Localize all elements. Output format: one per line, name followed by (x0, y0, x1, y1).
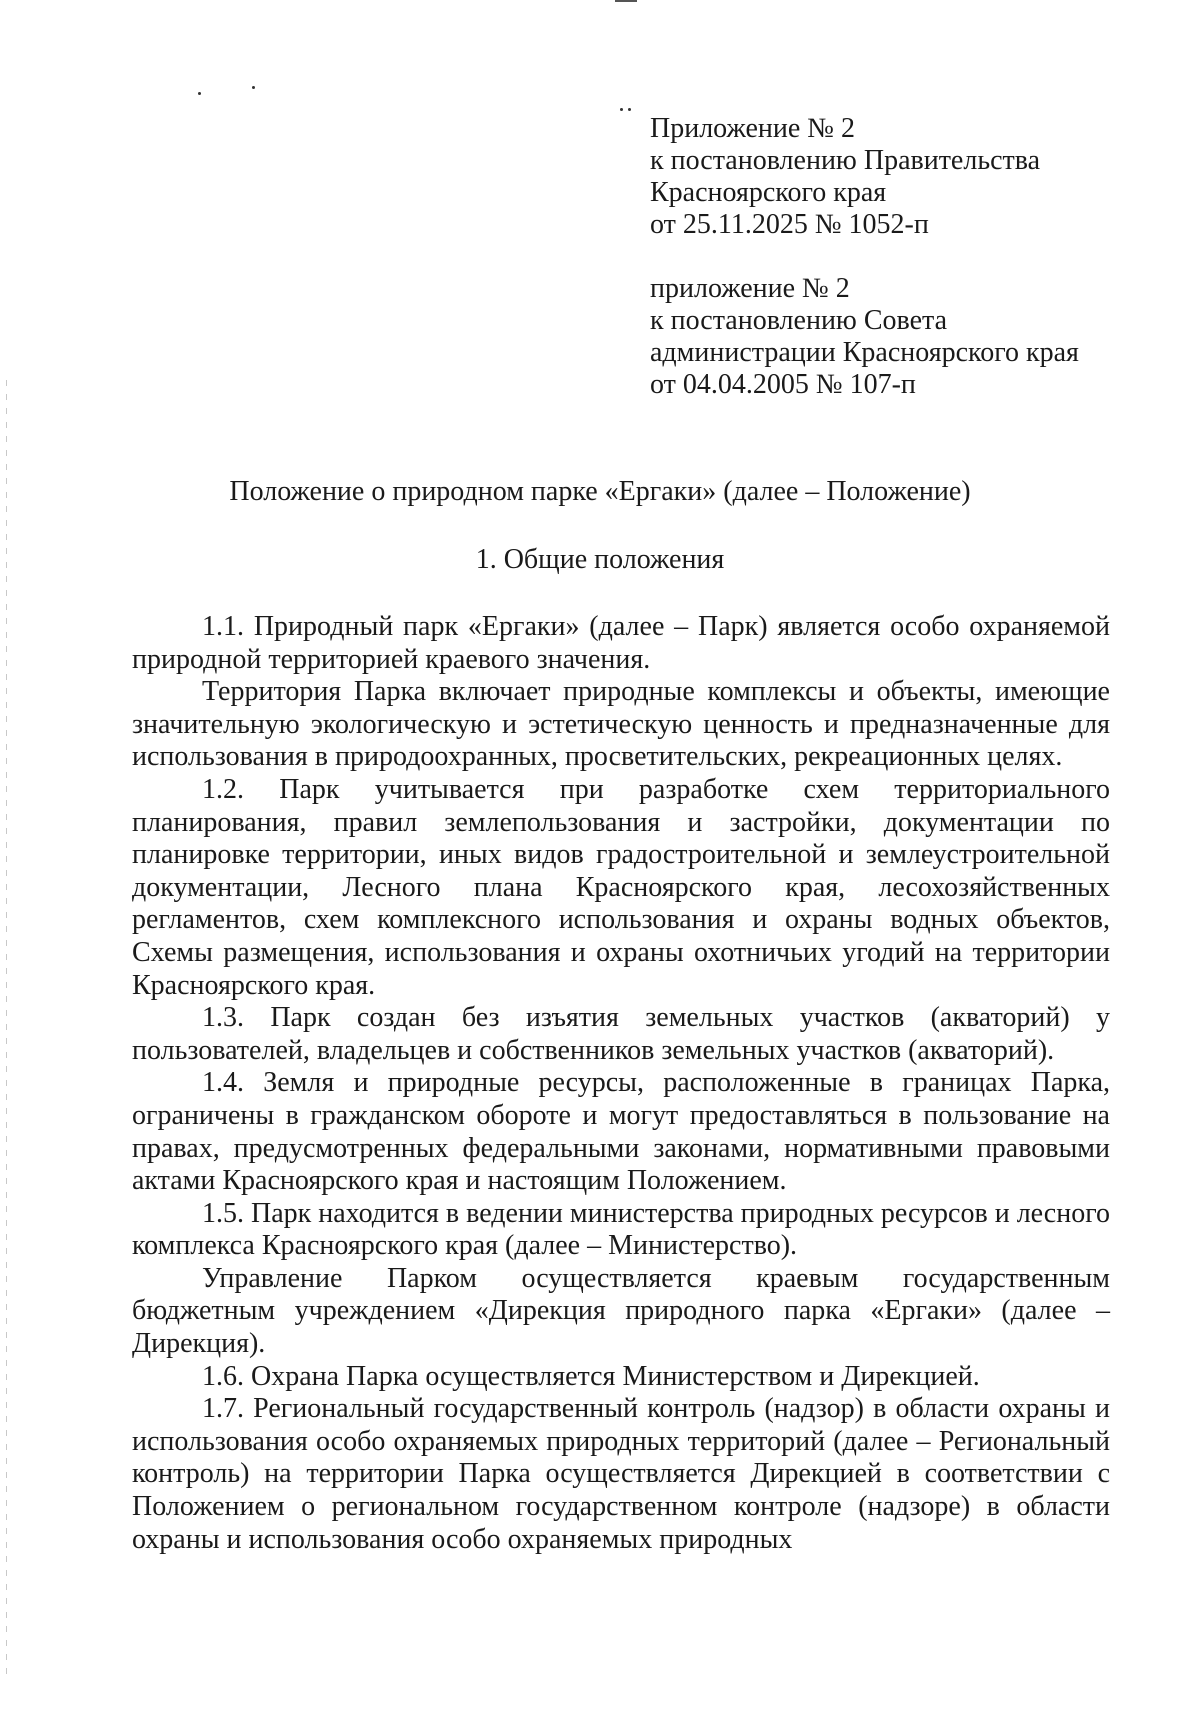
appendix-new-line: к постановлению Правительства (650, 145, 1041, 176)
paragraph: 1.6. Охрана Парка осуществляется Министерством и Дирекцией. (202, 1360, 980, 1392)
appendix-header (650, 113, 1170, 401)
scan-speck (620, 108, 623, 111)
appendix-new-block (650, 113, 1170, 241)
scan-speck (252, 86, 255, 89)
paragraph: 1.2. Парк учитывается при разработке схем территориального планирования, правил землепользования и застройки, документации по планировке территории, иных видов градостроительной и землеустроительной документации, Лесного плана Красноярского края, лесохозяйственных регламентов, схем комплексного использования и охраны водных объектов, Схемы размещения, использования и охраны охотничьих угодий на территории Красноярского края. (132, 773, 1110, 1001)
appendix-old-line: приложение № 2 (650, 273, 850, 304)
appendix-new-line: Приложение № 2 (650, 113, 855, 144)
paragraph: 1.4. Земля и природные ресурсы, расположенные в границах Парка, ограничены в гражданском обороте и могут предоставляться в пользование на правах, предусмотренных федеральными законами, нормативными правовыми актами Красноярского края и настоящим Положением. (132, 1067, 1110, 1197)
appendix-old-line: от 04.04.2005 № 107-п (650, 369, 916, 400)
scan-speck (198, 92, 201, 95)
appendix-new-line: от 25.11.2025 № 1052-п (650, 209, 929, 240)
appendix-old-line: администрации Красноярского края (650, 337, 1079, 368)
scan-artifact (615, 0, 637, 2)
paragraph: 1.1. Природный парк «Ергаки» (далее – Парк) является особо охраняемой природной территорией краевого значения. (132, 611, 1110, 675)
scan-speck (628, 108, 631, 111)
paragraph: 1.7. Региональный государственный контроль (надзор) в области охраны и использования особо охраняемых природных территорий (далее – Региональный контроль) на территории Парка осуществляется Дирекцией в соответствии с Положением о региональном государственном контроле (надзоре) в области охраны и использования особо охраняемых природных (132, 1393, 1110, 1555)
appendix-new-line: Красноярского края (650, 177, 887, 208)
paragraph: Территория Парка включает природные комплексы и объекты, имеющие значительную экологическую и эстетическую ценность и предназначенные для использования в природоохранных, просветительских, рекреационных целях. (132, 676, 1110, 773)
appendix-old-line: к постановлению Совета (650, 305, 948, 336)
document-title: Положение о природном парке «Ергаки» (далее – Положение) (229, 476, 971, 507)
paragraph: 1.5. Парк находится в ведении министерства природных ресурсов и лесного комплекса Красноярского края (далее – Министерство). (132, 1197, 1110, 1262)
appendix-old-block (650, 273, 1170, 401)
paragraph: 1.3. Парк создан без изъятия земельных участков (акваторий) у пользователей, владельцев и собственников земельных участков (акваторий). (132, 1002, 1110, 1066)
section-body (132, 611, 1110, 1556)
section-heading: 1. Общие положения (475, 544, 725, 575)
paragraph: Управление Парком осуществляется краевым государственным бюджетным учреждением «Дирекция природного парка «Ергаки» (далее – Дирекция). (132, 1262, 1110, 1360)
